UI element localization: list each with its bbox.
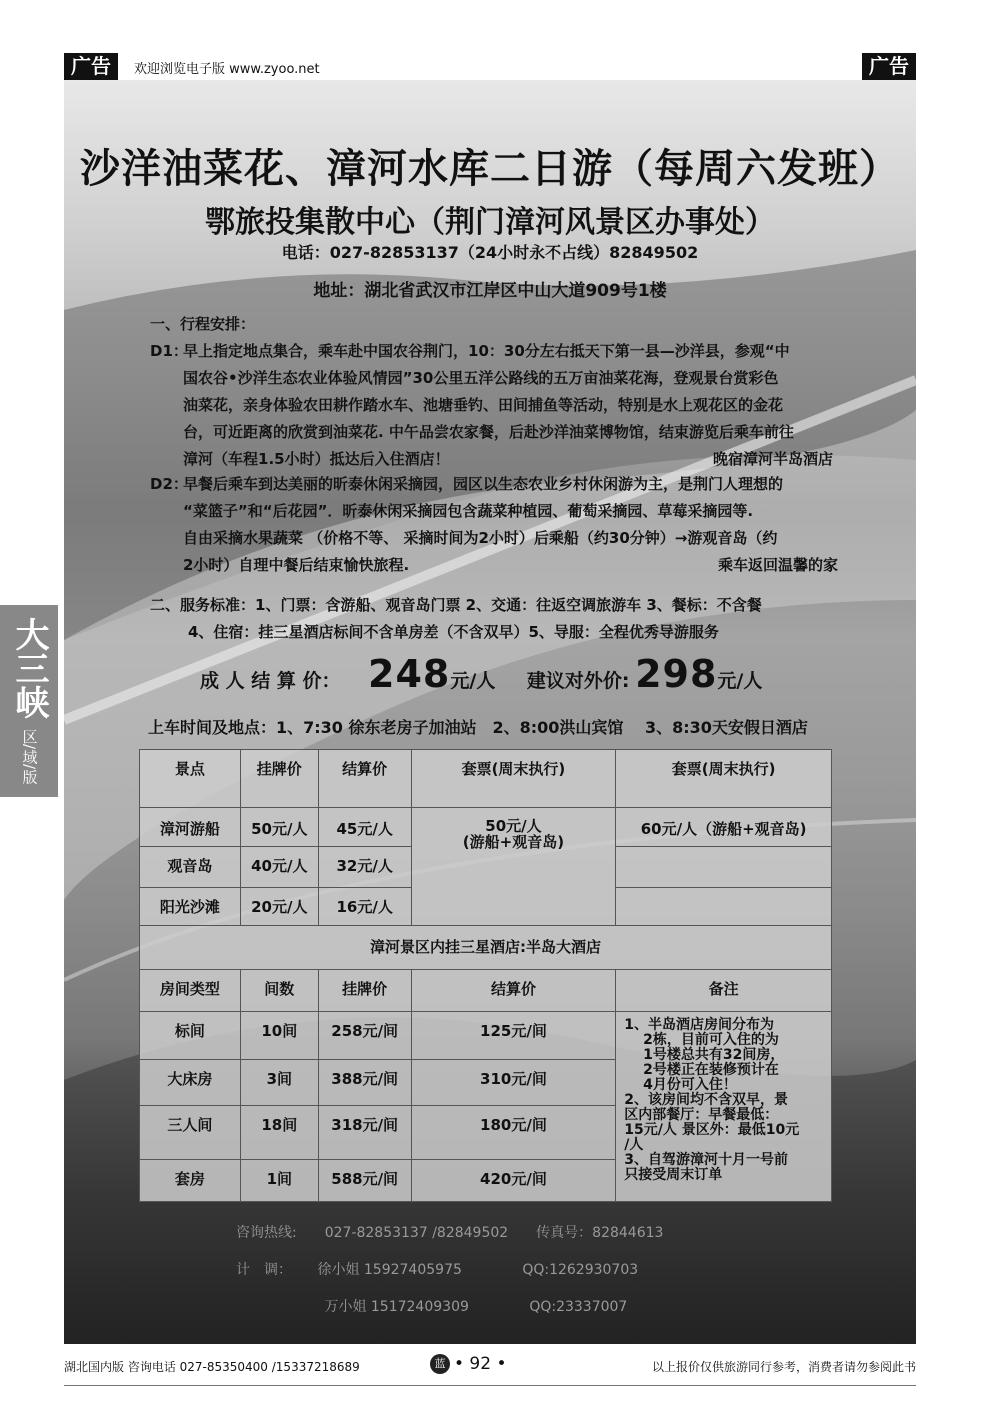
room-list-price: 318元/间 — [318, 1106, 411, 1160]
room-settle-price: 180元/间 — [411, 1106, 616, 1160]
price-table — [139, 749, 832, 1202]
table-row — [140, 750, 832, 808]
hotel-banner: 漳河景区内挂三星酒店:半岛大酒店 — [140, 926, 832, 970]
table-header-cell: 景点 — [140, 750, 241, 808]
day2-line: 2小时）自理中餐后结束愉快旅程. — [183, 556, 410, 574]
suggested-price-unit: 元/人 — [717, 670, 763, 692]
table-header-cell: 套票(周末执行) — [411, 750, 616, 808]
day2-line: “菜篮子”和“后花园”．昕泰休闲采摘园包含蔬菜种植园、葡萄采摘园、草莓采摘园等. — [183, 502, 754, 520]
room-notes: 1、半岛酒店房间分布为 2栋，目前可入住的为 1号楼总共有32间房， 2号楼正在装修预计在 4月份可入住！ 2、该房间均不含双早，景 区内部餐厅：早餐最低： 15元/人 景区外：最低10元 /人 3、自驾游漳河十月一号前 只接受周末订单 — [616, 1012, 832, 1202]
day2-label: D2： — [150, 475, 188, 493]
footer-left: 湖北国内版 咨询电话 027-85350400 /15337218689 — [64, 1360, 360, 1374]
adult-price-label: 成 人 结 算 价： — [200, 670, 341, 692]
side-tab-title: 大三峡 — [9, 617, 49, 719]
room-type: 三人间 — [140, 1106, 241, 1160]
section-itinerary-heading: 一、行程安排： — [150, 315, 256, 333]
day1-last-row — [183, 446, 833, 473]
service-standard-line1: 二、服务标准：1、门票：含游船、观音岛门票 2、交通：往返空调旅游车 3、餐标：不含餐 — [150, 596, 762, 614]
day1-line: 国农谷•沙洋生态农业体验风情园”30公里五洋公路线的五万亩油菜花海，登观景台赏彩色 — [183, 369, 779, 387]
footer-disclaimer: 以上报价仅供旅游同行参考，消费者请勿参阅此书 — [651, 1360, 916, 1374]
table-header-cell: 房间类型 — [140, 970, 241, 1012]
settle-price: 16元/人 — [318, 888, 411, 926]
spot-name: 阳光沙滩 — [140, 888, 241, 926]
day2-return: 乘车返回温馨的家 — [717, 556, 838, 574]
spot-name: 观音岛 — [140, 847, 241, 888]
day2-text — [183, 471, 838, 579]
table-row — [140, 926, 832, 970]
adult-price-value: 248 — [368, 652, 451, 696]
day2-last-row — [183, 552, 838, 579]
region-side-tab — [0, 605, 58, 797]
room-list-price: 588元/间 — [318, 1160, 411, 1202]
pickup-info: 上车时间及地点：1、7:30 徐东老房子加油站 2、8:00洪山宾馆 3、8:30天安假日酒店 — [148, 718, 808, 737]
side-tab-subtitle: 区/域/版 — [20, 729, 39, 785]
list-price: 50元/人 — [240, 808, 318, 847]
room-count: 3间 — [240, 1060, 318, 1106]
footer-rule — [64, 1385, 916, 1386]
room-settle-price: 420元/间 — [411, 1160, 616, 1202]
day2-line: 早餐后乘车到达美丽的昕泰休闲采摘园，园区以生态农业乡村休闲游为主，是荆门人理想的 — [183, 475, 784, 493]
empty-cell — [616, 847, 832, 888]
room-type: 套房 — [140, 1160, 241, 1202]
room-count: 10间 — [240, 1012, 318, 1060]
settle-price: 32元/人 — [318, 847, 411, 888]
price-row — [200, 652, 762, 696]
table-header-cell: 挂牌价 — [240, 750, 318, 808]
day1-line: 漳河（车程1.5小时）抵达后入住酒店！ — [183, 450, 450, 468]
package-price-2: 60元/人（游船+观音岛) — [616, 808, 832, 847]
day1-text — [183, 338, 833, 473]
suggested-price-label: 建议对外价: — [526, 670, 630, 692]
page-number: • 92 • — [454, 1354, 507, 1374]
table-row — [140, 970, 832, 1012]
day1-line: 早上指定地点集合，乘车赴中国农谷荆门，10：30分左右抵天下第一县—沙洋县，参观“中 — [183, 342, 790, 360]
edition-badge: 蓝 — [430, 1354, 450, 1374]
table-header-cell: 结算价 — [318, 750, 411, 808]
day1-line: 油菜花，亲身体验农田耕作踏水车、池塘垂钓、田间捕鱼等活动，特别是水上观花区的金花 — [183, 396, 784, 414]
table-header-cell: 套票(周末执行) — [616, 750, 832, 808]
contact-planner-2: 万小姐 15172409309 QQ:23337007 — [236, 1299, 628, 1315]
room-list-price: 258元/间 — [318, 1012, 411, 1060]
settle-price: 45元/人 — [318, 808, 411, 847]
empty-cell — [616, 888, 832, 926]
ad-phone: 电话：027-82853137（24小时永不占线）82849502 — [281, 243, 699, 262]
ad-tag-right: 广告 — [862, 53, 916, 80]
ad-title: 沙洋油菜花、漳河水库二日游（每周六发班） — [80, 146, 900, 192]
room-type: 大床房 — [140, 1060, 241, 1106]
suggested-price-value: 298 — [635, 652, 718, 696]
list-price: 40元/人 — [240, 847, 318, 888]
day1-label: D1： — [150, 342, 188, 360]
room-settle-price: 125元/间 — [411, 1012, 616, 1060]
contact-hotline: 咨询热线: 027-82853137 /82849502 传真号：82844613 — [236, 1225, 664, 1241]
room-count: 1间 — [240, 1160, 318, 1202]
site-url-line[interactable]: 欢迎浏览电子版 www.zyoo.net — [134, 62, 320, 77]
table-header-cell: 间数 — [240, 970, 318, 1012]
room-settle-price: 310元/间 — [411, 1060, 616, 1106]
list-price: 20元/人 — [240, 888, 318, 926]
package-price-1: 50元/人 (游船+观音岛) — [411, 808, 616, 926]
table-header-cell: 结算价 — [411, 970, 616, 1012]
page-number-block — [430, 1354, 507, 1374]
room-list-price: 388元/间 — [318, 1060, 411, 1106]
room-type: 标间 — [140, 1012, 241, 1060]
table-header-cell: 备注 — [616, 970, 832, 1012]
contact-planner-1: 计 调： 徐小姐 15927405975 QQ:1262930703 — [236, 1262, 639, 1278]
ad-address: 地址：湖北省武汉市江岸区中山大道909号1楼 — [313, 281, 667, 301]
contact-block — [236, 1215, 663, 1326]
spot-name: 漳河游船 — [140, 808, 241, 847]
table-header-cell: 挂牌价 — [318, 970, 411, 1012]
table-row — [140, 808, 832, 847]
day1-line: 台，可近距离的欣赏到油菜花. 中午品尝农家餐，后赴沙洋油菜博物馆，结束游览后乘车前往 — [183, 423, 794, 441]
day2-line: 自由采摘水果蔬菜 （价格不等、 采摘时间为2小时）后乘船（约30分钟）→游观音岛（约 — [183, 529, 778, 547]
service-standard-line2: 4、住宿：挂三星酒店标间不含单房差（不含双早）5、导服：全程优秀导游服务 — [188, 623, 719, 641]
ad-subtitle: 鄂旅投集散中心（荆门漳河风景区办事处） — [205, 205, 775, 240]
table-row — [140, 1012, 832, 1060]
day1-stay: 晚宿漳河半岛酒店 — [712, 450, 833, 468]
adult-price-unit: 元/人 — [450, 670, 496, 692]
room-count: 18间 — [240, 1106, 318, 1160]
ad-tag-left: 广告 — [64, 53, 118, 80]
